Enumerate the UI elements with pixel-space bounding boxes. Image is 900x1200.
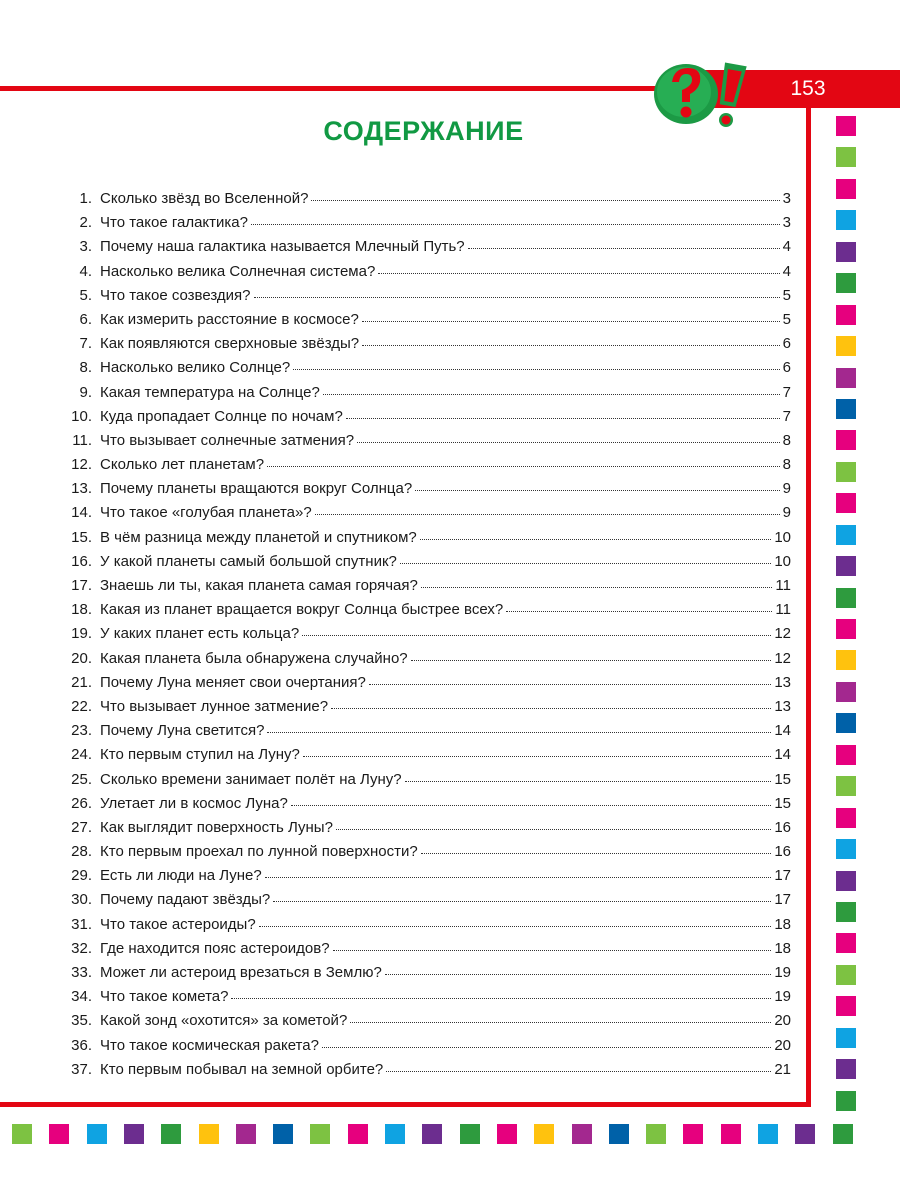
decorative-square <box>460 1124 480 1144</box>
toc-entry <box>60 429 791 453</box>
toc-entry <box>60 985 791 1009</box>
decorative-square <box>199 1124 219 1144</box>
toc-entry-page: 6 <box>782 359 791 377</box>
toc-entry-title: У какой планеты самый большой спутник? <box>100 552 397 570</box>
toc-leader-dots <box>357 441 780 443</box>
toc-leader-dots <box>420 538 772 540</box>
toc-entry-number: 26. <box>71 794 92 812</box>
decorative-square <box>49 1124 69 1144</box>
toc-entry-number: 16. <box>71 552 92 570</box>
toc-leader-dots <box>259 925 772 927</box>
toc-entry-number: 23. <box>71 722 92 740</box>
toc-entry-page: 14 <box>774 746 791 764</box>
toc-leader-dots <box>506 610 772 612</box>
page-number: 153 <box>790 77 826 100</box>
toc-entry <box>60 961 791 985</box>
toc-entry-title: Какая температура на Солнце? <box>100 383 320 401</box>
toc-entry-number: 10. <box>71 407 92 425</box>
toc-entry <box>60 405 791 429</box>
toc-entry-page: 10 <box>774 552 791 570</box>
toc-entry <box>60 260 791 284</box>
toc-entry-number: 24. <box>71 746 92 764</box>
decorative-square <box>836 902 856 922</box>
toc-entry-title: Что вызывает солнечные затмения? <box>100 431 355 449</box>
decorative-square <box>836 933 856 953</box>
toc-leader-dots <box>323 393 780 395</box>
decorative-square <box>795 1124 815 1144</box>
toc-entry <box>60 743 791 767</box>
toc-entry-page: 9 <box>782 504 791 522</box>
toc-leader-dots <box>421 852 772 854</box>
toc-leader-dots <box>265 876 772 878</box>
decorative-square <box>836 430 856 450</box>
decorative-square <box>836 462 856 482</box>
decorative-square <box>273 1124 293 1144</box>
toc-entry-page: 17 <box>774 891 791 909</box>
decorative-square <box>836 493 856 513</box>
toc-entry <box>60 526 791 550</box>
toc-entry-title: Почему Луна меняет свои очертания? <box>100 673 366 691</box>
toc-leader-dots <box>369 683 771 685</box>
toc-entry-title: Что такое «голубая планета»? <box>100 504 312 522</box>
decorative-squares-bottom <box>12 1124 872 1144</box>
decorative-square <box>124 1124 144 1144</box>
toc-leader-dots <box>386 1070 771 1072</box>
toc-entry <box>60 622 791 646</box>
decorative-square <box>836 368 856 388</box>
toc-entry <box>60 574 791 598</box>
toc-entry <box>60 816 791 840</box>
toc-entry <box>60 501 791 525</box>
toc-entry-page: 7 <box>782 407 791 425</box>
decorative-square <box>497 1124 517 1144</box>
toc-entry-number: 5. <box>79 286 92 304</box>
toc-entry-number: 7. <box>79 335 92 353</box>
toc-entry-title: Кто первым побывал на земной орбите? <box>100 1060 384 1078</box>
toc-entry <box>60 235 791 259</box>
toc-entry-title: Почему наша галактика называется Млечный Путь? <box>100 238 465 256</box>
toc-leader-dots <box>336 828 771 830</box>
toc-entry <box>60 840 791 864</box>
toc-entry <box>60 332 791 356</box>
toc-entry-number: 17. <box>71 577 92 594</box>
toc-leader-dots <box>273 900 771 902</box>
toc-entry-number: 32. <box>71 939 92 957</box>
toc-entry-page: 5 <box>782 286 791 304</box>
decorative-square <box>836 116 856 136</box>
toc-entry-title: Что такое космическая ракета? <box>100 1036 319 1054</box>
toc-entry-title: Почему падают звёзды? <box>100 891 271 909</box>
toc-entry-page: 8 <box>782 431 791 449</box>
toc-leader-dots <box>231 997 771 999</box>
toc-leader-dots <box>385 973 772 975</box>
toc-entry-title: Может ли астероид врезаться в Землю? <box>100 964 382 981</box>
toc-entry-title: Насколько велика Солнечная система? <box>100 262 376 280</box>
toc-entry-number: 13. <box>71 480 92 498</box>
toc-entry <box>60 792 791 816</box>
toc-entry-page: 13 <box>774 673 791 691</box>
decorative-square <box>87 1124 107 1144</box>
toc-entry-page: 9 <box>782 480 791 498</box>
toc-entry-number: 22. <box>71 697 92 715</box>
toc-entry-number: 3. <box>79 238 92 256</box>
toc-entry-page: 15 <box>774 770 791 788</box>
toc-entry-page: 16 <box>774 818 791 836</box>
toc-entry <box>60 308 791 332</box>
toc-entry <box>60 187 791 211</box>
toc-entry-page: 21 <box>774 1060 791 1078</box>
toc-leader-dots <box>468 247 780 249</box>
toc-entry-number: 15. <box>71 528 92 546</box>
decorative-square <box>836 1091 856 1111</box>
toc-entry-title: Как выглядит поверхность Луны? <box>100 818 333 836</box>
toc-entry-page: 8 <box>782 456 791 474</box>
decorative-square <box>836 336 856 356</box>
decorative-square <box>836 242 856 262</box>
decorative-square <box>609 1124 629 1144</box>
toc-entry <box>60 695 791 719</box>
toc-entry-title: У каких планет есть кольца? <box>100 625 300 643</box>
toc-entry <box>60 647 791 671</box>
toc-entry-number: 11. <box>72 431 92 449</box>
toc-entry-page: 20 <box>774 1036 791 1054</box>
toc-entry-number: 35. <box>71 1012 92 1030</box>
decorative-square <box>161 1124 181 1144</box>
toc-entry <box>60 211 791 235</box>
toc-entry <box>60 381 791 405</box>
frame-line-right <box>806 108 811 1107</box>
toc-entry <box>60 719 791 743</box>
toc-leader-dots <box>333 949 772 951</box>
toc-entry-number: 37. <box>71 1060 92 1078</box>
toc-entry-title: Что такое созвездия? <box>100 286 251 304</box>
toc-entry-page: 15 <box>774 794 791 812</box>
toc-leader-dots <box>411 659 772 661</box>
decorative-square <box>836 179 856 199</box>
toc-entry-number: 9. <box>79 383 92 401</box>
decorative-square <box>836 650 856 670</box>
toc-leader-dots <box>362 320 780 322</box>
toc-entry-number: 30. <box>71 891 92 909</box>
toc-entry-number: 31. <box>71 915 92 933</box>
decorative-square <box>236 1124 256 1144</box>
toc-entry-number: 19. <box>71 625 92 643</box>
toc-entry-number: 20. <box>71 649 92 667</box>
toc-entry-title: Есть ли люди на Луне? <box>100 867 262 885</box>
decorative-square <box>836 619 856 639</box>
toc-entry-title: Что такое астероиды? <box>100 915 256 933</box>
decorative-square <box>572 1124 592 1144</box>
toc-entry-title: Что такое комета? <box>100 988 229 1006</box>
toc-entry-title: Улетает ли в космос Луна? <box>100 794 288 812</box>
decorative-square <box>836 996 856 1016</box>
toc-entry-page: 3 <box>782 190 791 207</box>
toc-entry <box>60 1009 791 1033</box>
decorative-square <box>836 839 856 859</box>
toc-entry <box>60 913 791 937</box>
decorative-square <box>348 1124 368 1144</box>
toc-leader-dots <box>415 489 779 491</box>
toc-entry-number: 4. <box>79 262 92 280</box>
decorative-square <box>836 556 856 576</box>
toc-entry-title: Сколько времени занимает полёт на Луну? <box>100 770 402 788</box>
decorative-square <box>836 713 856 733</box>
toc-entry-page: 4 <box>782 262 791 280</box>
decorative-square <box>836 588 856 608</box>
toc-entry <box>60 453 791 477</box>
toc-leader-dots <box>303 755 771 757</box>
decorative-square <box>836 525 856 545</box>
toc-entry <box>60 864 791 888</box>
toc-leader-dots <box>331 707 771 709</box>
toc-leader-dots <box>421 586 773 588</box>
toc-entry-title: В чём разница между планетой и спутником? <box>100 528 417 546</box>
toc-entry-number: 34. <box>71 988 92 1006</box>
toc-leader-dots <box>267 731 771 733</box>
toc-entry-title: Что такое галактика? <box>100 214 248 232</box>
decorative-square <box>836 1059 856 1079</box>
decorative-square <box>836 147 856 167</box>
toc-entry-number: 27. <box>71 818 92 836</box>
toc-entry-title: Какая планета была обнаружена случайно? <box>100 649 408 667</box>
table-of-contents <box>60 187 791 1082</box>
toc-entry <box>60 477 791 501</box>
toc-entry <box>60 1058 791 1082</box>
toc-entry <box>60 671 791 695</box>
toc-entry-title: Сколько звёзд во Вселенной? <box>100 190 309 207</box>
toc-entry-title: Как измерить расстояние в космосе? <box>100 310 359 328</box>
toc-entry-page: 19 <box>774 964 791 981</box>
decorative-square <box>836 210 856 230</box>
decorative-square <box>12 1124 32 1144</box>
toc-entry-page: 14 <box>774 722 791 740</box>
toc-entry-title: Что вызывает лунное затмение? <box>100 697 329 715</box>
decorative-square <box>833 1124 853 1144</box>
toc-entry-number: 29. <box>71 867 92 885</box>
decorative-square <box>836 745 856 765</box>
toc-entry-page: 17 <box>774 867 791 885</box>
frame-line-top <box>0 86 660 91</box>
toc-entry-page: 19 <box>774 988 791 1006</box>
toc-entry <box>60 550 791 574</box>
decorative-square <box>646 1124 666 1144</box>
toc-entry-page: 4 <box>782 238 791 256</box>
toc-entry-number: 12. <box>71 456 92 474</box>
toc-entry-page: 11 <box>775 577 791 594</box>
decorative-square <box>836 965 856 985</box>
frame-line-bottom <box>0 1102 811 1107</box>
toc-entry-page: 5 <box>782 310 791 328</box>
toc-entry-page: 18 <box>774 915 791 933</box>
toc-leader-dots <box>350 1021 771 1023</box>
toc-leader-dots <box>400 562 771 564</box>
toc-entry-page: 20 <box>774 1012 791 1030</box>
toc-entry-title: Какой зонд «охотится» за кометой? <box>100 1012 348 1030</box>
toc-entry-title: Сколько лет планетам? <box>100 456 265 474</box>
decorative-square <box>683 1124 703 1144</box>
toc-entry-number: 21. <box>71 673 92 691</box>
toc-leader-dots <box>254 296 780 298</box>
toc-entry-number: 28. <box>71 843 92 861</box>
decorative-square <box>836 808 856 828</box>
toc-entry-page: 13 <box>774 697 791 715</box>
toc-entry-page: 18 <box>774 939 791 957</box>
toc-leader-dots <box>378 272 779 274</box>
toc-leader-dots <box>291 804 771 806</box>
toc-entry <box>60 598 791 622</box>
toc-entry-title: Где находится пояс астероидов? <box>100 939 330 957</box>
decorative-square <box>758 1124 778 1144</box>
toc-entry-title: Кто первым проехал по лунной поверхности? <box>100 843 418 861</box>
toc-entry-number: 18. <box>71 601 92 619</box>
toc-leader-dots <box>302 634 771 636</box>
toc-leader-dots <box>293 368 779 370</box>
toc-entry-page: 7 <box>782 383 791 401</box>
toc-entry-title: Как появляются сверхновые звёзды? <box>100 335 360 353</box>
toc-entry-number: 1. <box>79 190 92 207</box>
decorative-square <box>310 1124 330 1144</box>
decorative-square <box>385 1124 405 1144</box>
toc-entry-number: 33. <box>71 964 92 981</box>
toc-entry-page: 10 <box>774 528 791 546</box>
toc-entry-title: Кто первым ступил на Луну? <box>100 746 300 764</box>
toc-leader-dots <box>405 780 772 782</box>
toc-entry-number: 8. <box>79 359 92 377</box>
toc-entry-number: 2. <box>79 214 92 232</box>
toc-leader-dots <box>315 513 780 515</box>
toc-leader-dots <box>251 223 780 225</box>
toc-entry-page: 3 <box>782 214 791 232</box>
decorative-square <box>836 776 856 796</box>
toc-leader-dots <box>311 199 779 201</box>
decorative-square <box>836 273 856 293</box>
toc-entry-number: 36. <box>71 1036 92 1054</box>
decorative-square <box>836 399 856 419</box>
toc-entry-title: Почему Луна светится? <box>100 722 265 740</box>
toc-leader-dots <box>322 1046 771 1048</box>
toc-entry-title: Знаешь ли ты, какая планета самая горячая? <box>100 577 418 594</box>
toc-entry-title: Куда пропадает Солнце по ночам? <box>100 407 343 425</box>
toc-entry-title: Почему планеты вращаются вокруг Солнца? <box>100 480 413 498</box>
toc-entry <box>60 768 791 792</box>
toc-leader-dots <box>346 417 780 419</box>
toc-entry <box>60 937 791 961</box>
toc-entry-page: 16 <box>774 843 791 861</box>
decorative-square <box>422 1124 442 1144</box>
page-title: СОДЕРЖАНИЕ <box>323 116 524 146</box>
toc-entry-number: 14. <box>71 504 92 522</box>
toc-leader-dots <box>267 465 780 467</box>
toc-entry <box>60 1034 791 1058</box>
toc-entry <box>60 888 791 912</box>
toc-entry-page: 6 <box>782 335 791 353</box>
toc-entry-page: 12 <box>774 649 791 667</box>
toc-entry <box>60 356 791 380</box>
decorative-square <box>534 1124 554 1144</box>
toc-entry-page: 11 <box>775 601 791 619</box>
decorative-square <box>836 682 856 702</box>
toc-entry-number: 6. <box>79 310 92 328</box>
toc-entry-title: Насколько велико Солнце? <box>100 359 291 377</box>
toc-entry-page: 12 <box>774 625 791 643</box>
decorative-square <box>721 1124 741 1144</box>
toc-entry-title: Какая из планет вращается вокруг Солнца быстрее всех? <box>100 601 504 619</box>
decorative-squares-right <box>836 116 856 1122</box>
decorative-square <box>836 305 856 325</box>
decorative-square <box>836 1028 856 1048</box>
toc-entry <box>60 284 791 308</box>
decorative-square <box>836 871 856 891</box>
toc-entry-number: 25. <box>71 770 92 788</box>
toc-leader-dots <box>362 344 780 346</box>
